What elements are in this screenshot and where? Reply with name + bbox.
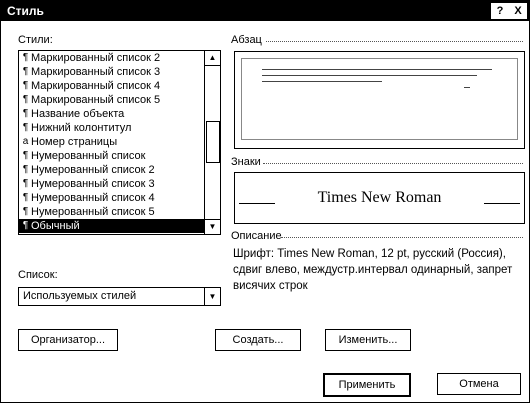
style-list-item[interactable] [19,163,205,177]
paragraph-style-icon: ¶ [22,122,29,133]
style-list-item[interactable] [19,135,205,149]
style-list-item[interactable] [19,121,205,135]
paragraph-style-icon: ¶ [22,52,29,63]
paragraph-style-icon: ¶ [22,150,29,161]
paragraph-style-icon: ¶ [22,178,29,189]
modify-button[interactable]: Изменить... [325,329,411,351]
styles-listbox[interactable] [18,50,221,235]
paragraph-label: Абзац [231,34,262,46]
paragraph-style-icon: ¶ [22,66,29,77]
style-list-item[interactable] [19,79,205,93]
close-button[interactable]: X [509,3,527,19]
description-text: Шрифт: Times New Roman, 12 pt, русский (Россия), сдвиг влево, междустр.интервал одинарный, запрет висячих строк [233,248,513,292]
list-select[interactable] [18,287,221,306]
help-button[interactable]: ? [491,3,509,19]
paragraph-style-icon: ¶ [22,94,29,105]
style-list-item[interactable] [19,219,205,233]
cancel-button[interactable]: Отмена [437,373,521,395]
paragraph-style-icon: ¶ [22,80,29,91]
preview-text-line [464,87,470,88]
list-label: Список: [18,269,58,281]
style-list-item[interactable] [19,177,205,191]
scroll-thumb[interactable] [206,121,220,163]
paragraph-style-icon: ¶ [22,206,29,217]
styles-scrollbar[interactable] [204,51,220,234]
style-list-item-label: Нумерованный список 3 [31,178,155,190]
paragraph-preview [234,51,525,149]
paragraph-style-icon: ¶ [22,108,29,119]
create-button[interactable]: Создать... [215,329,301,351]
chars-divider [263,163,523,164]
preview-text-line [262,81,382,82]
style-list-item[interactable] [19,93,205,107]
style-list-item-label: Название объекта [31,108,125,120]
dialog-title: Стиль [7,4,44,18]
style-list-item-label: Маркированный список 5 [31,94,161,106]
styles-label: Стили: [18,34,53,46]
apply-button[interactable]: Применить [323,373,411,397]
description-label: Описание [231,230,282,242]
chars-preview [234,172,525,224]
style-list-item-label: Нумерованный список 2 [31,164,155,176]
styles-list-items [19,51,205,233]
style-list-item[interactable] [19,51,205,65]
chars-preview-text: Times New Roman [317,189,442,206]
style-list-item-label: Нижний колонтитул [31,122,132,134]
style-list-item[interactable] [19,107,205,121]
preview-text-line [262,75,477,76]
paragraph-preview-page [241,58,518,140]
chevron-down-icon[interactable]: ▼ [204,288,220,305]
style-list-item-label: Нумерованный список 5 [31,206,155,218]
style-list-item-label: Номер страницы [31,136,118,148]
title-bar[interactable] [1,1,529,21]
paragraph-style-icon: ¶ [22,220,29,231]
description-divider [281,237,523,238]
chars-label: Знаки [231,156,261,168]
style-list-item-label: Обычный [31,220,80,232]
style-list-item[interactable] [19,65,205,79]
paragraph-style-icon: ¶ [22,192,29,203]
style-list-item-label: Маркированный список 2 [31,52,161,64]
scroll-up-arrow-icon[interactable]: ▲ [205,51,220,66]
paragraph-style-icon: ¶ [22,164,29,175]
character-style-icon: a [22,136,29,147]
paragraph-divider [266,41,523,42]
style-list-item-label: Маркированный список 4 [31,80,161,92]
organizer-button[interactable]: Организатор... [18,329,118,351]
style-list-item-label: Маркированный список 3 [31,66,161,78]
style-list-item-label: Нумерованный список 4 [31,192,155,204]
scroll-down-arrow-icon[interactable]: ▼ [205,219,220,234]
style-list-item[interactable] [19,149,205,163]
style-list-item[interactable] [19,205,205,219]
chars-preview-line-right [484,203,520,204]
style-list-item-label: Нумерованный список [31,150,146,162]
list-select-value: Используемых стилей [23,290,137,302]
style-list-item[interactable] [19,191,205,205]
preview-text-line [262,69,492,70]
